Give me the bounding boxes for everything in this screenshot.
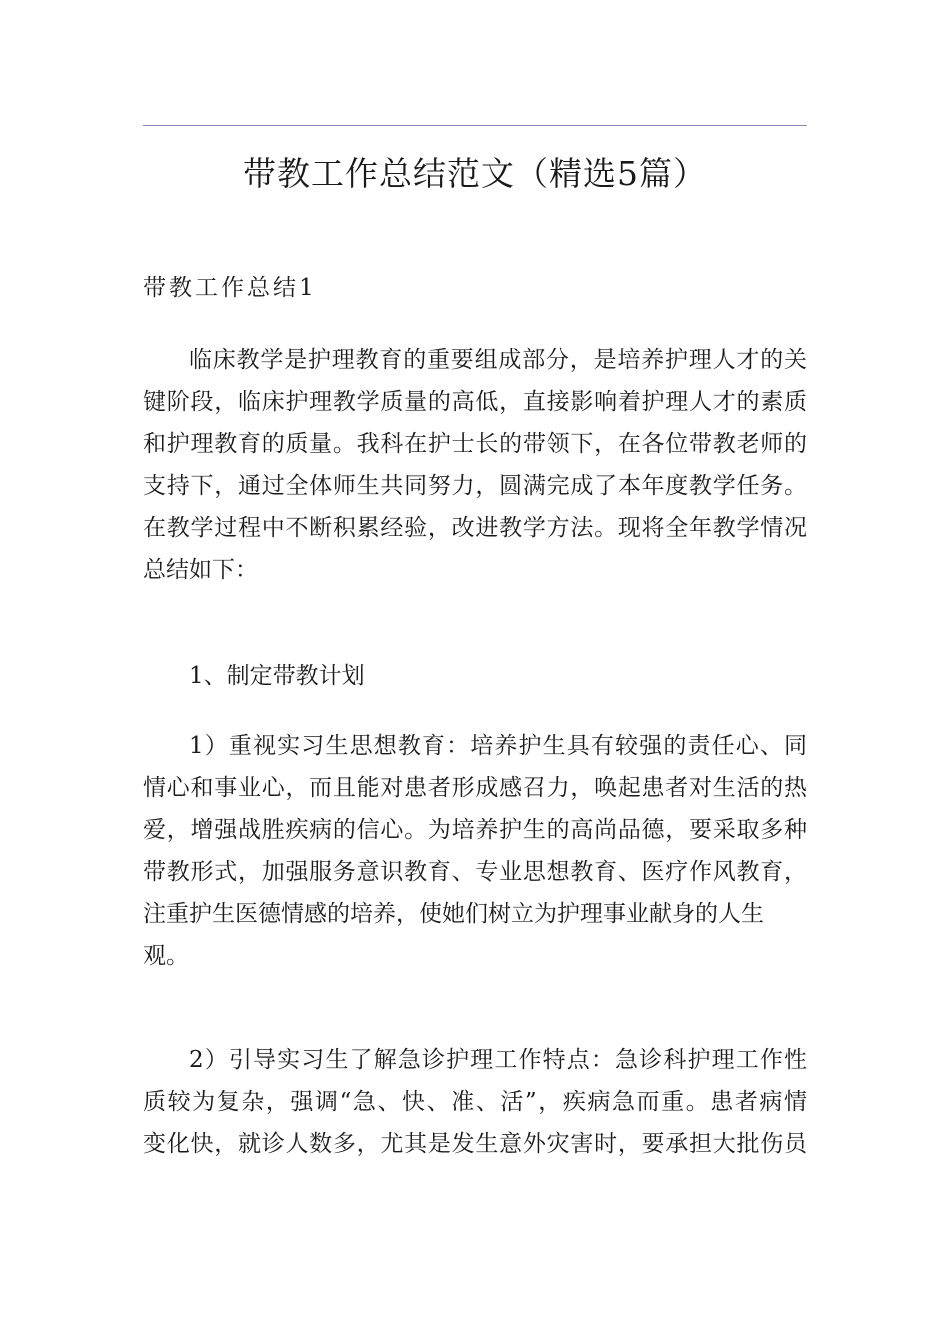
paragraph-2 (143, 655, 807, 697)
paragraph-3 (143, 725, 807, 977)
header-rule (143, 125, 807, 126)
paragraph-1 (143, 339, 807, 591)
paragraph-line: 和护理教育的质量。我科在护士长的带领下，在各位带教老师的 (143, 431, 807, 457)
paragraph-line: 带教形式，加强服务意识教育、专业思想教育、医疗作风教育， (143, 859, 807, 885)
paragraph-line: 支持下，通过全体师生共同努力，圆满完成了本年度教学任务。 (143, 473, 807, 499)
paragraph-line: 在教学过程中不断积累经验，改进教学方法。现将全年教学情况 (143, 515, 807, 541)
paragraph-line: 质较为复杂，强调“急、快、准、活”，疾病急而重。患者病情 (143, 1089, 807, 1115)
paragraph-line: 临床教学是护理教育的重要组成部分，是培养护理人才的关 (189, 347, 807, 373)
paragraph-line: 1、制定带教计划 (189, 663, 365, 689)
document-title: 带教工作总结范文（精选5篇） (243, 154, 707, 193)
paragraph-line: 爱，增强战胜疾病的信心。为培养护生的高尚品德，要采取多种 (143, 817, 807, 843)
paragraph-line: 观。 (143, 943, 189, 969)
paragraph-line: 键阶段，临床护理教学质量的高低，直接影响着护理人才的素质 (143, 389, 807, 415)
paragraph-4 (143, 1039, 807, 1165)
paragraph-line: 1）重视实习生思想教育：培养护生具有较强的责任心、同 (189, 733, 807, 759)
paragraph-line: 变化快，就诊人数多，尤其是发生意外灾害时，要承担大批伤员 (143, 1131, 807, 1157)
paragraph-line: 情心和事业心，而且能对患者形成感召力，唤起患者对生活的热 (143, 775, 807, 801)
paragraph-line: 总结如下： (143, 557, 258, 583)
paragraph-line: 注重护生医德情感的培养，使她们树立为护理事业献身的人生 (143, 901, 764, 927)
paragraph-line: 2）引导实习生了解急诊护理工作特点：急诊科护理工作性 (189, 1047, 807, 1073)
section-heading: 带教工作总结1 (143, 275, 317, 301)
